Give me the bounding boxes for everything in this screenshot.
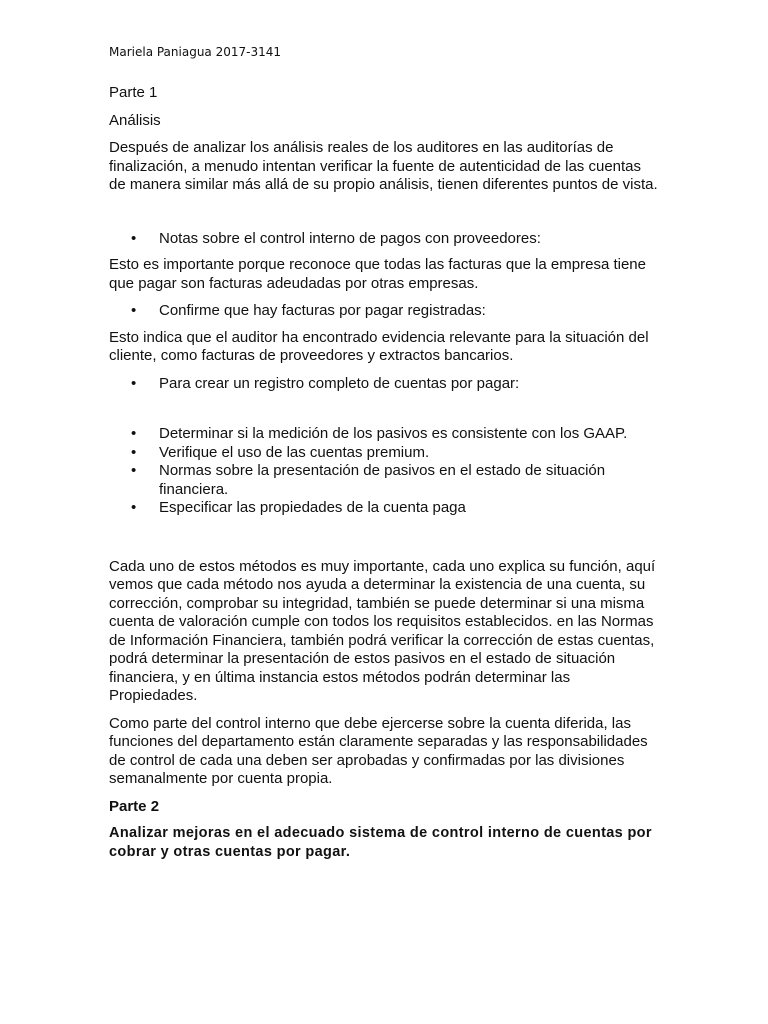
paragraph-2: Esto indica que el auditor ha encontrado evidencia relevante para la situación del cliente, como facturas de proveedores y extractos bancarios. [109,328,649,364]
analysis-heading: Análisis [109,111,161,129]
requirements-list [109,425,659,518]
paragraph-4: Como parte del control interno que debe ejercerse sobre la cuenta diferida, las funciones del departamento están claramente separadas y las responsabilidades de control de cada una deben ser aprobadas y confirmadas por las divisiones semanalmente por cuenta propia. [109,714,648,787]
bullet-item: • Notas sobre el control interno de pagos con proveedores: [109,230,659,249]
bullet-item: • Confirme que hay facturas por pagar registradas: [109,302,659,321]
bullet-list-3 [109,375,659,394]
list-item: • Determinar si la medición de los pasivos es consistente con los GAAP. [109,425,659,444]
intro-paragraph: Después de analizar los análisis reales de los auditores en las auditorías de finalización, a menudo intentan verificar la fuente de autenticidad de las cuentas de manera similar más allá de su propio análisis, tienen diferentes puntos de vista. [109,139,658,193]
bullet-list-1 [109,230,659,249]
part2-title: Analizar mejoras en el adecuado sistema de control interno de cuentas por cobrar y otras cuentas por pagar. [109,825,652,860]
spacer [109,204,659,230]
bullet-list-2 [109,302,659,321]
list-item: • Normas sobre la presentación de pasivos en el estado de situación financiera. [109,462,659,499]
paragraph-3: Cada uno de estos métodos es muy importante, cada uno explica su función, aquí vemos que cada método nos ayuda a determinar la existencia de una cuenta, su corrección, comprobar su integridad, también se puede determinar si una misma cuenta de valoración cumple con todos los requisitos establecidos. en las Normas de Información Financiera, también podrá verificar la corrección de estas cuentas, podrá determinar la presentación de estos pasivos en el estado de situación financiera, y en última instancia estos métodos podrán determinar las Propiedades. [109,557,656,704]
paragraph-1: Esto es importante porque reconoce que todas las facturas que la empresa tiene que pagar son facturas adeudadas por otras empresas. [109,256,646,292]
list-item: • Verifique el uso de las cuentas premium. [109,444,659,463]
part2-label: Parte 2 [109,797,160,815]
author-line: Mariela Paniagua 2017-3141 [109,45,282,59]
list-item: • Especificar las propiedades de la cuenta paga [109,499,659,518]
part1-label: Parte 1 [109,84,158,101]
bullet-item: • Para crear un registro completo de cuentas por pagar: [109,375,659,394]
document-body [109,84,659,861]
